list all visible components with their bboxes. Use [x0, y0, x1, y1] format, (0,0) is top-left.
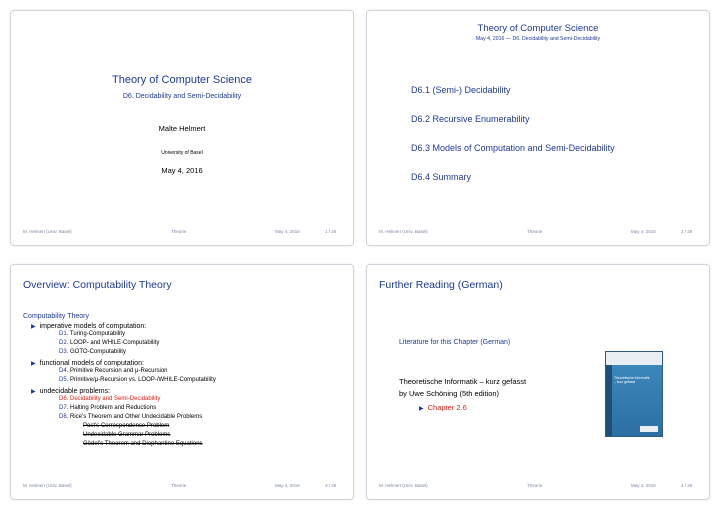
book-cover-spine [606, 365, 612, 436]
slide1-author: Malte Helmert [158, 124, 206, 133]
triangle-bullet-icon: ▶ [31, 324, 36, 330]
footer-author: M. Helmert (Univ. Basel) [379, 483, 428, 488]
literature-heading: Literature for this Chapter (German) [399, 339, 511, 346]
toc-item[interactable]: D6.4 Summary [411, 172, 472, 182]
overview-block [23, 313, 348, 449]
book-title: Theoretische Informatik – kurz gefasst [399, 377, 527, 386]
triangle-bullet-icon: ▶ [31, 389, 36, 395]
toc-item[interactable]: D6.1 (Semi-) Decidability [411, 85, 511, 95]
slide-footer [367, 229, 709, 239]
chapter-item[interactable]: D1. Turing-Computability [59, 331, 126, 337]
toc-item[interactable]: D6.2 Recursive Enumerability [411, 114, 530, 124]
slide-3-overview [10, 264, 354, 500]
footer-short-title: Theorie [527, 483, 543, 488]
slide-1-title [10, 10, 354, 246]
book-author: by Uwe Schöning (5th edition) [399, 389, 500, 398]
bullet: ▶ imperative models of computation: [31, 323, 147, 330]
slide3-title: Overview: Computability Theory [23, 279, 172, 291]
slide1-institute: University of Basel [161, 150, 203, 156]
footer-date: May 4, 2016 [275, 483, 300, 488]
footer-short-title: Theorie [527, 229, 543, 234]
slide2-header-title: Theory of Computer Science [477, 23, 599, 34]
footer-date: May 4, 2016 [631, 483, 656, 488]
book-cover-title: Theoretische Informatik – kurz gefasst [614, 376, 650, 384]
chapter-item[interactable]: D3. GOTO-Computability [59, 349, 126, 355]
slide-footer [11, 229, 353, 239]
footer-page-number: 1 / 26 [325, 229, 337, 234]
chapter-item[interactable]: D8. Rice’s Theorem and Other Undecidable Problems [59, 414, 203, 420]
chapter-reference: ▶ Chapter 2.6 [419, 403, 467, 412]
book-cover-band [606, 352, 662, 365]
table-of-contents [411, 85, 615, 201]
triangle-bullet-icon: ▶ [31, 361, 36, 367]
footer-author: M. Helmert (Univ. Basel) [23, 229, 72, 234]
struck-item: Gödel’s Theorem and Diophantine Equations [83, 441, 203, 447]
chapter-item[interactable]: D4. Primitive Recursion and μ-Recursion [59, 368, 168, 374]
slide1-title: Theory of Computer Science [111, 74, 252, 86]
book-cover-logo [640, 426, 658, 432]
struck-item: Undecidable Grammar Problems [83, 432, 171, 438]
footer-short-title: Theorie [171, 483, 187, 488]
book-cover-image [605, 351, 663, 437]
slide-4-further-reading [366, 264, 710, 500]
footer-date: May 4, 2016 [631, 229, 656, 234]
footer-page-number: 2 / 26 [681, 229, 693, 234]
slide-2-outline [366, 10, 710, 246]
footer-date: May 4, 2016 [275, 229, 300, 234]
footer-author: M. Helmert (Univ. Basel) [23, 483, 72, 488]
footer-short-title: Theorie [171, 229, 187, 234]
slide-footer [11, 483, 353, 493]
slide2-header [367, 23, 709, 42]
bullet: ▶ functional models of computation: [31, 360, 144, 367]
footer-page-number: 4 / 26 [681, 483, 693, 488]
slide-footer [367, 483, 709, 493]
chapter-item[interactable]: D2. LOOP- and WHILE-Computability [59, 340, 160, 346]
triangle-bullet-icon: ▶ [419, 406, 424, 412]
slide4-title: Further Reading (German) [379, 279, 503, 291]
chapter-item-current[interactable]: D6. Decidability and Semi-Decidability [59, 396, 161, 402]
footer-page-number: 3 / 26 [325, 483, 337, 488]
bullet: ▶ undecidable problems: [31, 388, 111, 395]
chapter-item[interactable]: D7. Halting Problem and Reductions [59, 405, 157, 411]
footer-author: M. Helmert (Univ. Basel) [379, 229, 428, 234]
struck-item: Post’s Correspondence Problem [83, 423, 170, 429]
toc-item[interactable]: D6.3 Models of Computation and Semi-Decidability [411, 143, 615, 153]
slide1-subtitle: D6. Decidability and Semi-Decidability [122, 93, 242, 100]
chapter-item[interactable]: D5. Primitive/μ-Recursion vs. LOOP-/WHILE-Computability [59, 377, 216, 383]
block-title: Computability Theory [23, 313, 90, 320]
slide2-header-subtitle: May 4, 2016 — D6. Decidability and Semi-Decidability [475, 36, 601, 42]
slide1-date: May 4, 2016 [161, 166, 203, 175]
